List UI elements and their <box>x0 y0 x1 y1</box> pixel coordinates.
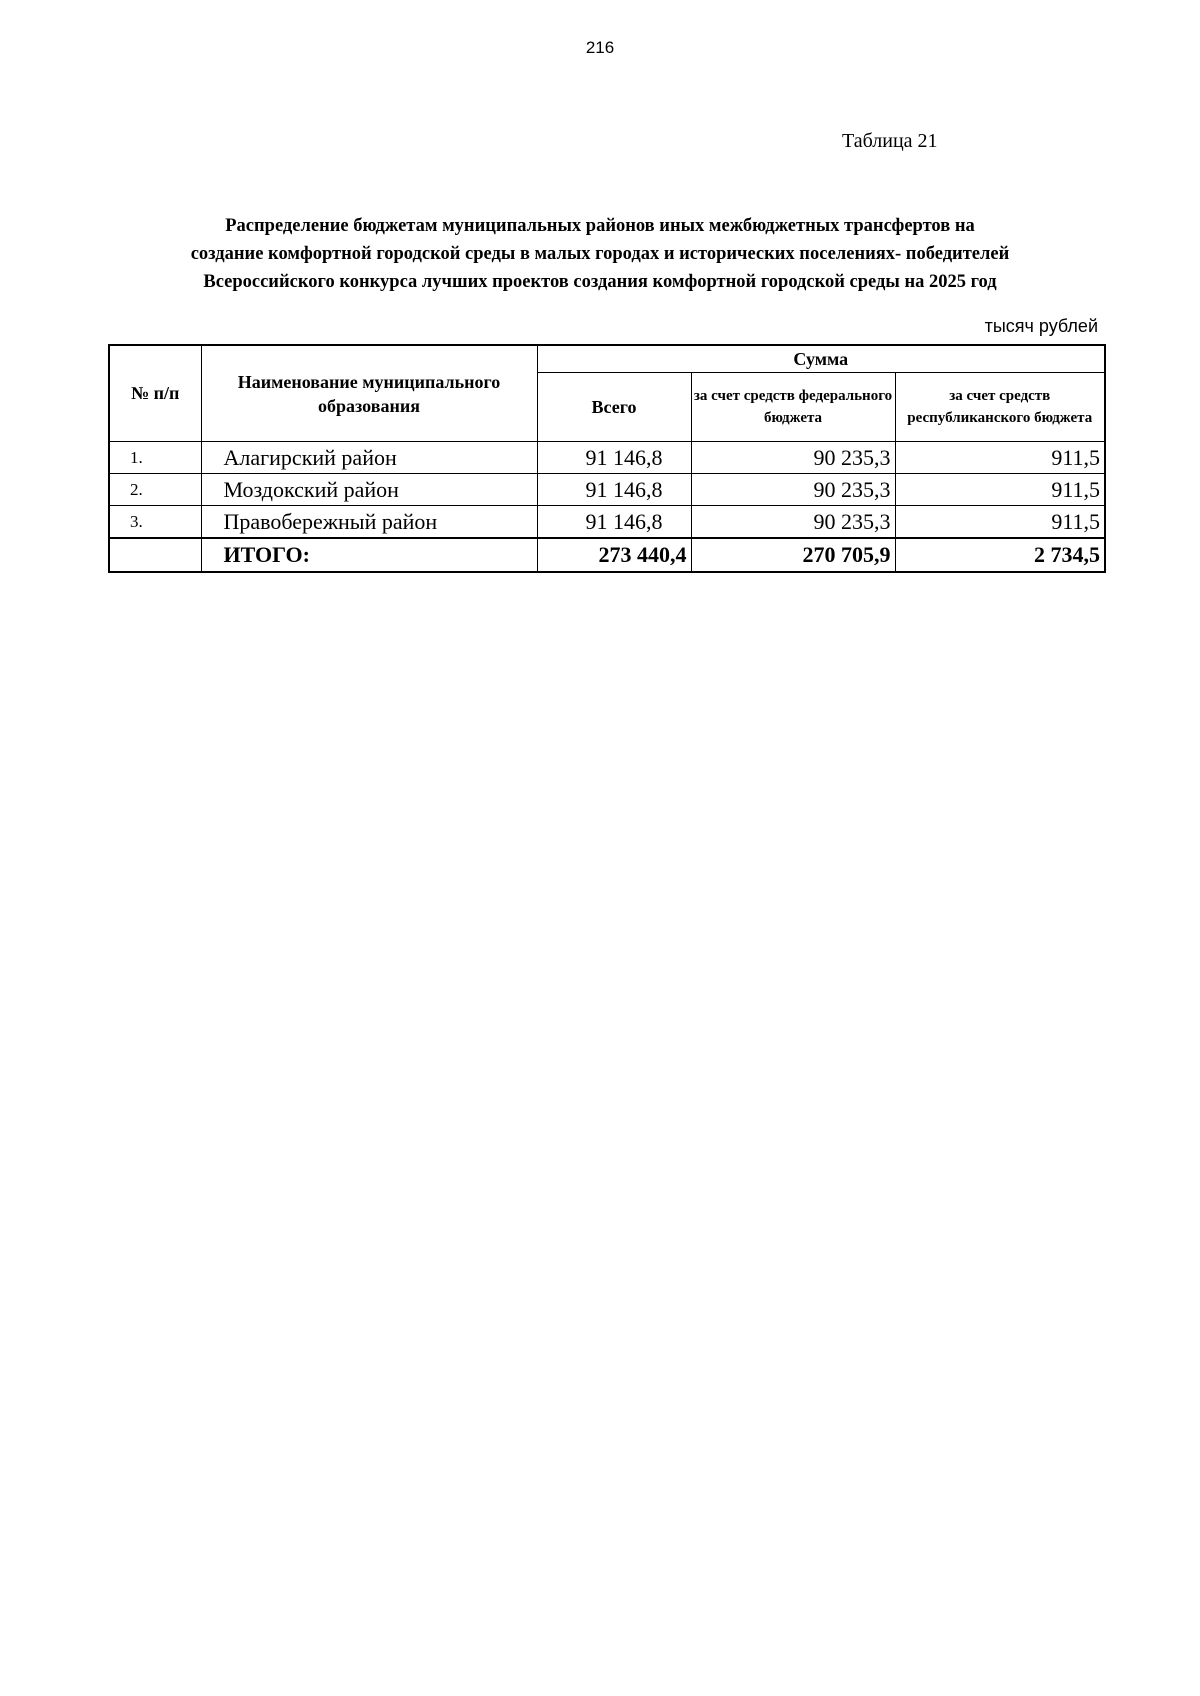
title-line: Всероссийского конкурса лучших проектов создания комфортной городской среды на 2025 год <box>203 272 997 292</box>
header-federal: за счет средств федерального бюджета <box>691 373 895 442</box>
row-name: Правобережный район <box>201 506 537 539</box>
title-line: создание комфортной городской среды в малых городах и исторических поселениях- победителей <box>190 244 1010 264</box>
row-republic: 911,5 <box>895 506 1105 539</box>
page-number: 216 <box>585 38 615 57</box>
table-row <box>109 506 1105 539</box>
row-total: 91 146,8 <box>537 506 691 539</box>
row-total: 91 146,8 <box>537 442 691 474</box>
row-number: 2. <box>109 474 201 506</box>
row-name: Моздокский район <box>201 474 537 506</box>
header-sum: Сумма <box>537 345 1105 373</box>
totals-total: 273 440,4 <box>537 538 691 572</box>
row-federal: 90 235,3 <box>691 506 895 539</box>
row-number: 3. <box>109 506 201 539</box>
table-row <box>109 474 1105 506</box>
totals-label: ИТОГО: <box>201 538 537 572</box>
totals-federal: 270 705,9 <box>691 538 895 572</box>
totals-row <box>109 538 1105 572</box>
header-row <box>109 345 1105 373</box>
header-name: Наименование муниципального образования <box>201 345 537 442</box>
table-number: Таблица 21 <box>842 130 938 152</box>
header-republic: за счет средств республиканского бюджета <box>895 373 1105 442</box>
header-total: Всего <box>537 373 691 442</box>
header-number: № п/п <box>109 345 201 442</box>
row-federal: 90 235,3 <box>691 474 895 506</box>
title-line: Распределение бюджетам муниципальных районов иных межбюджетных трансфертов на <box>225 216 975 236</box>
totals-republic: 2 734,5 <box>895 538 1105 572</box>
row-name: Алагирский район <box>201 442 537 474</box>
row-republic: 911,5 <box>895 474 1105 506</box>
table-row <box>109 442 1105 474</box>
row-republic: 911,5 <box>895 442 1105 474</box>
totals-number-cell <box>109 538 201 572</box>
document-title <box>100 212 1100 296</box>
units-label: тысяч рублей <box>984 316 1098 336</box>
row-total: 91 146,8 <box>537 474 691 506</box>
distribution-table <box>108 344 1106 573</box>
row-federal: 90 235,3 <box>691 442 895 474</box>
row-number: 1. <box>109 442 201 474</box>
